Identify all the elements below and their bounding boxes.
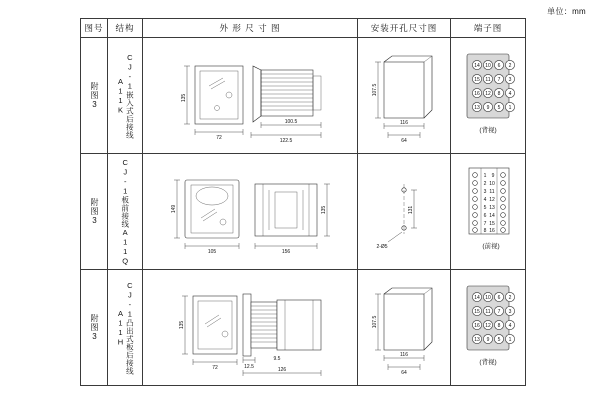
cell-outline-1	[143, 38, 358, 154]
dim-135-r3: 135	[179, 320, 185, 329]
structure-label-3: CJ-1凸出式板后接线A11H	[116, 280, 135, 375]
dim-2-d5-r2: 2-Ø5	[376, 243, 388, 250]
svg-text:16: 16	[474, 322, 480, 329]
mounting-drawing-2	[358, 156, 450, 268]
svg-text:4: 4	[508, 322, 512, 329]
svg-text:2: 2	[508, 62, 512, 69]
dim-116-r1: 116	[400, 119, 408, 126]
svg-text:7: 7	[497, 76, 501, 83]
fig-no-label-3: 附图3	[90, 313, 99, 342]
svg-text:12: 12	[485, 322, 491, 329]
svg-text:7: 7	[497, 308, 501, 315]
dim-149-r2: 149	[171, 204, 177, 213]
svg-text:4: 4	[508, 90, 512, 97]
dim-135-r1: 135	[181, 93, 187, 102]
dim-156-r2: 156	[281, 248, 291, 255]
svg-text:8: 8	[497, 322, 501, 329]
svg-text:2: 2	[508, 294, 512, 301]
svg-text:9: 9	[486, 336, 490, 343]
structure-label-2: CJ-1板前接线A11Q	[120, 157, 130, 266]
cell-mounting-2	[358, 154, 451, 270]
dim-12-5-r3: 12.5	[244, 363, 254, 370]
svg-text:6: 6	[497, 62, 501, 69]
structure-label-1: CJ-1嵌入式后接线A11K	[116, 52, 135, 139]
cell-structure-2	[108, 154, 143, 270]
svg-text:3: 3	[508, 76, 512, 83]
mounting-drawing-1	[358, 40, 450, 152]
table-row	[81, 270, 526, 386]
svg-text:3: 3	[483, 188, 487, 195]
svg-text:8: 8	[483, 227, 487, 234]
cell-terminal-2	[451, 154, 526, 270]
svg-text:11: 11	[485, 308, 491, 315]
dim-116-r3: 116	[400, 351, 408, 358]
svg-text:11: 11	[489, 188, 495, 195]
spec-table	[80, 18, 526, 386]
svg-text:5: 5	[483, 204, 487, 211]
svg-text:15: 15	[489, 220, 495, 227]
dim-9-5-r3: 9.5	[273, 355, 281, 362]
svg-text:14: 14	[489, 212, 495, 219]
cell-outline-2	[143, 154, 358, 270]
svg-text:15: 15	[474, 76, 480, 83]
svg-text:5: 5	[497, 104, 501, 111]
outline-drawing-2	[143, 156, 357, 268]
cell-mounting-3	[358, 270, 451, 386]
svg-text:1: 1	[508, 104, 512, 111]
header-terminal: 端子图	[451, 19, 526, 38]
dim-105-r2: 105	[207, 248, 217, 255]
cell-structure-1	[108, 38, 143, 154]
svg-text:2: 2	[483, 180, 487, 187]
svg-text:1: 1	[483, 172, 487, 179]
table-body	[81, 38, 526, 386]
dim-100-5-r1: 100.5	[284, 118, 298, 125]
cell-fig-no-3	[81, 270, 108, 386]
dim-64-r1: 64	[401, 137, 407, 144]
header-mounting: 安装开孔尺寸图	[358, 19, 451, 38]
svg-text:9: 9	[486, 104, 490, 111]
dim-135-r2: 135	[321, 205, 327, 214]
cell-structure-3	[108, 270, 143, 386]
cell-terminal-3	[451, 270, 526, 386]
svg-text:12: 12	[489, 196, 495, 203]
terminal-view-label-3: (背视)	[479, 358, 497, 366]
svg-text:16: 16	[489, 227, 495, 234]
dim-126-r3: 126	[277, 366, 287, 373]
unit-note: 单位：mm	[547, 7, 586, 16]
svg-text:5: 5	[497, 336, 501, 343]
terminal-view-label-1: (背视)	[479, 126, 497, 134]
fig-no-label-1: 附图3	[90, 81, 99, 110]
fig-no-label-2: 附图3	[90, 197, 99, 226]
cell-mounting-1	[358, 38, 451, 154]
header-structure: 结构	[108, 19, 143, 38]
dim-131-r2: 131	[408, 205, 414, 214]
svg-text:13: 13	[489, 204, 495, 211]
svg-text:14: 14	[474, 294, 480, 301]
dim-107-5-r1: 107.5	[372, 83, 378, 96]
dim-72-r1: 72	[216, 134, 222, 141]
svg-text:6: 6	[483, 212, 487, 219]
svg-text:10: 10	[485, 294, 491, 301]
table-header-row	[81, 19, 526, 38]
svg-text:6: 6	[497, 294, 501, 301]
svg-text:15: 15	[474, 308, 480, 315]
svg-text:4: 4	[483, 196, 487, 203]
table-row	[81, 38, 526, 154]
svg-text:7: 7	[483, 220, 487, 227]
svg-text:3: 3	[508, 308, 512, 315]
terminal-drawing-3	[451, 272, 525, 384]
table-row	[81, 154, 526, 270]
svg-text:14: 14	[474, 62, 480, 69]
svg-text:11: 11	[485, 76, 491, 83]
cell-fig-no-1	[81, 38, 108, 154]
outline-drawing-3	[143, 272, 357, 384]
table-header	[81, 19, 526, 38]
mounting-drawing-3	[358, 272, 450, 384]
header-fig-no: 图号	[81, 19, 108, 38]
dim-107-5-r3: 107.5	[372, 315, 378, 328]
dim-64-r3: 64	[401, 369, 407, 376]
svg-text:9: 9	[491, 172, 495, 179]
cell-outline-3	[143, 270, 358, 386]
cell-fig-no-2	[81, 154, 108, 270]
svg-text:1: 1	[508, 336, 512, 343]
dim-122-5-r1: 122.5	[279, 137, 293, 144]
terminal-view-label-2: (前视)	[482, 242, 500, 250]
svg-text:10: 10	[489, 180, 495, 187]
dim-72-r3: 72	[212, 364, 218, 371]
svg-text:12: 12	[485, 90, 491, 97]
svg-text:13: 13	[474, 336, 480, 343]
svg-text:8: 8	[497, 90, 501, 97]
terminal-drawing-2	[451, 156, 525, 268]
outline-drawing-1	[143, 40, 357, 152]
header-outline: 外 形 尺 寸 图	[143, 19, 358, 38]
svg-text:13: 13	[474, 104, 480, 111]
cell-terminal-1	[451, 38, 526, 154]
svg-text:10: 10	[485, 62, 491, 69]
terminal-drawing-1	[451, 40, 525, 152]
svg-text:16: 16	[474, 90, 480, 97]
